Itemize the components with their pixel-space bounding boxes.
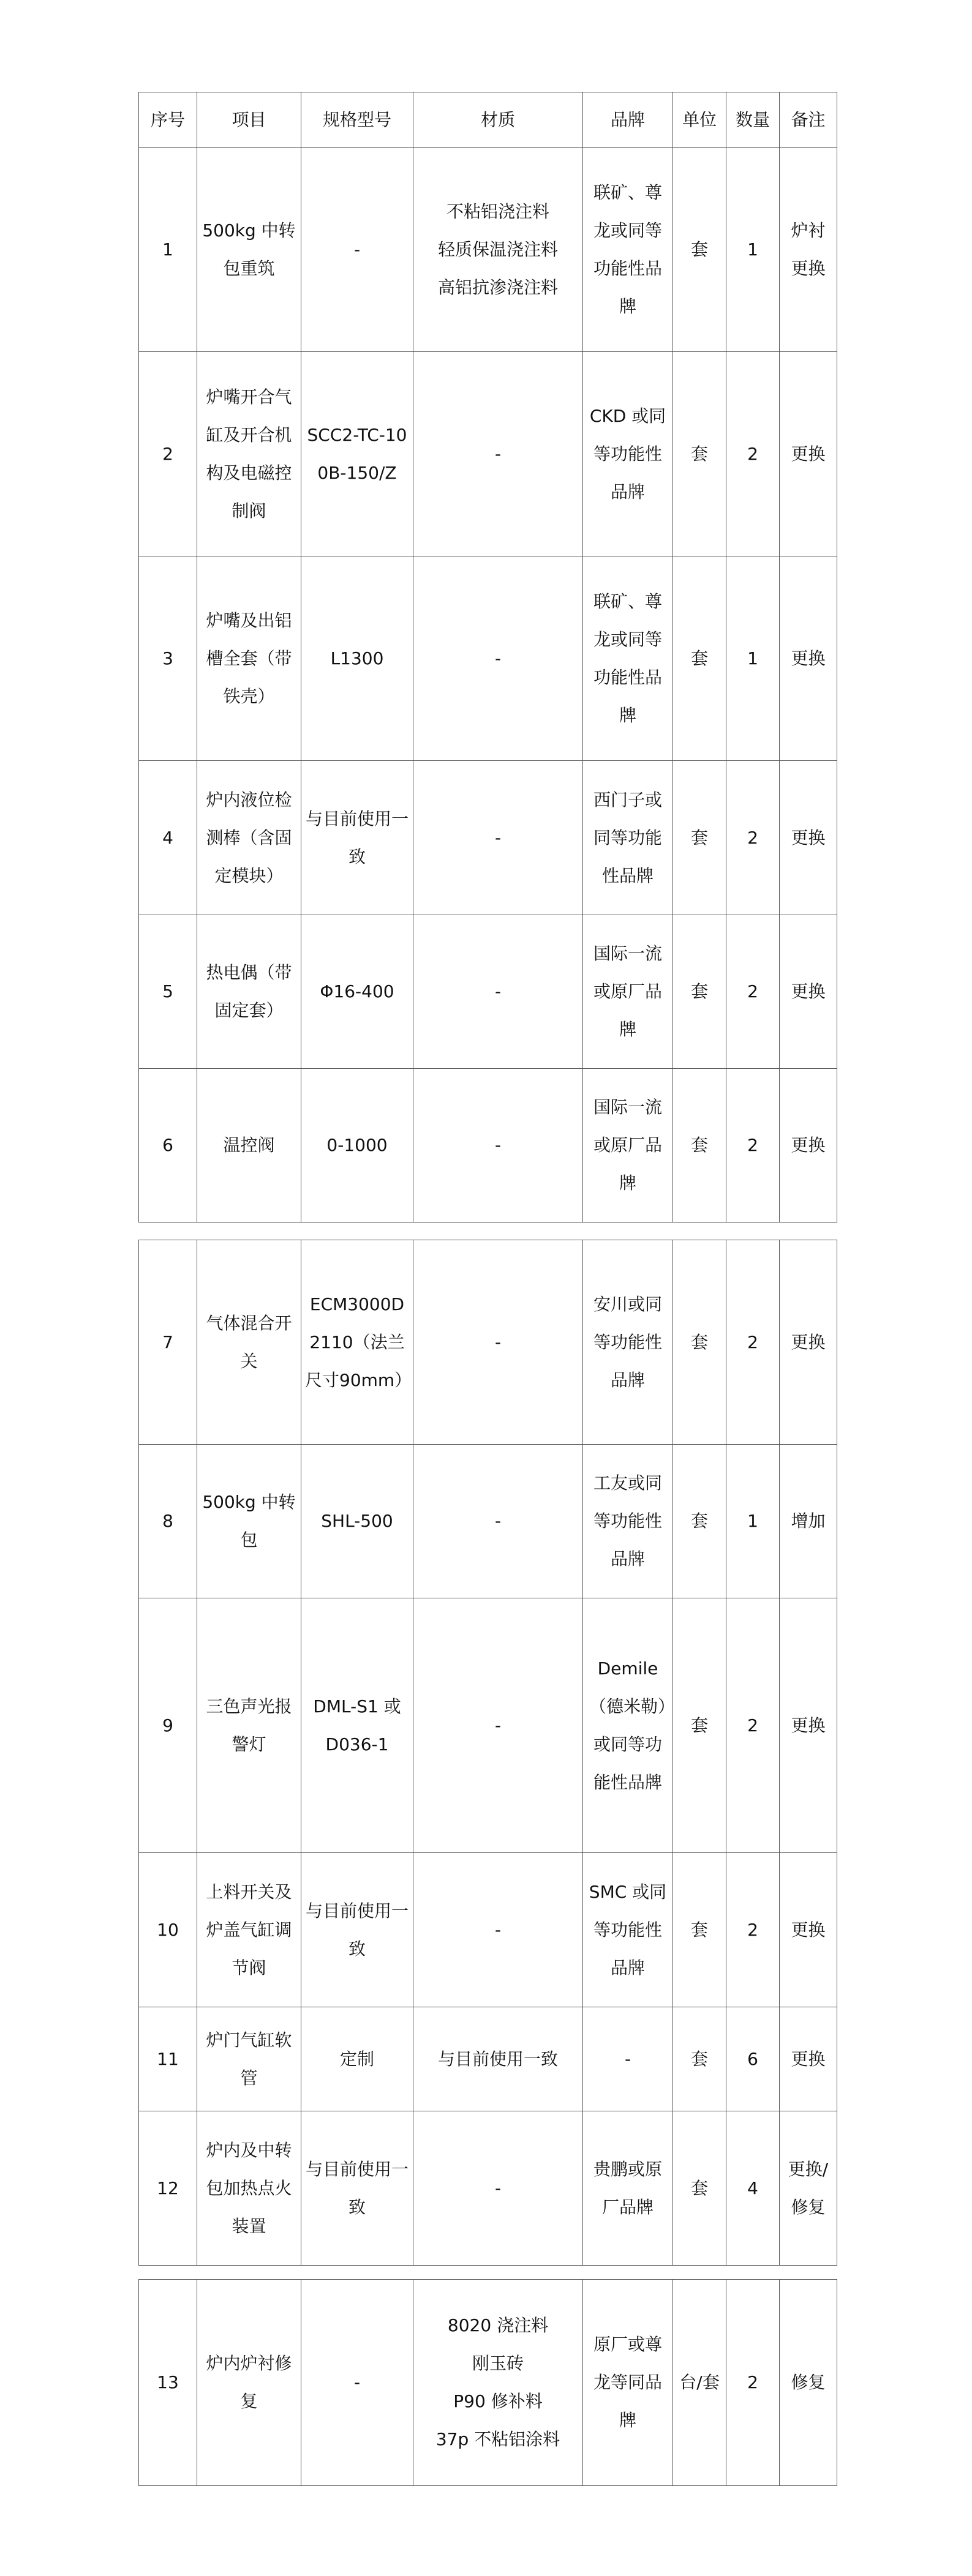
cell-item: 气体混合开关 — [197, 1240, 301, 1445]
cell-qty: 4 — [726, 2111, 780, 2266]
cell-item: 热电偶（带固定套） — [197, 915, 301, 1069]
cell-qty: 1 — [726, 148, 780, 352]
cell-qty: 6 — [726, 2007, 780, 2111]
cell-note: 修复 — [780, 2280, 837, 2486]
cell-item: 炉嘴开合气缸及开合机构及电磁控制阀 — [197, 352, 301, 556]
cell-no: 2 — [139, 352, 197, 556]
cell-no: 5 — [139, 915, 197, 1069]
cell-no: 8 — [139, 1445, 197, 1598]
cell-qty: 2 — [726, 915, 780, 1069]
table-row — [139, 2280, 837, 2486]
cell-qty: 1 — [726, 1445, 780, 1598]
cell-brand: 西门子或同等功能性品牌 — [583, 761, 673, 915]
cell-no: 6 — [139, 1069, 197, 1222]
cell-no: 3 — [139, 556, 197, 761]
cell-no: 7 — [139, 1240, 197, 1445]
table-row — [139, 148, 837, 352]
cell-spec: ECM3000D2110（法兰尺寸90mm） — [301, 1240, 413, 1445]
cell-material: - — [413, 1598, 583, 1853]
cell-item: 500kg 中转包重筑 — [197, 148, 301, 352]
table-row — [139, 761, 837, 915]
cell-spec: SCC2-TC-100B-150/Z — [301, 352, 413, 556]
table-row — [139, 1069, 837, 1222]
cell-item: 炉嘴及出铝槽全套（带铁壳） — [197, 556, 301, 761]
cell-material: 8020 浇注料 刚玉砖 P90 修补料 37p 不粘铝涂料 — [413, 2280, 583, 2486]
cell-note: 更换/修复 — [780, 2111, 837, 2266]
cell-item: 温控阀 — [197, 1069, 301, 1222]
cell-note: 更换 — [780, 1069, 837, 1222]
parts-table-page-1 — [138, 92, 837, 1222]
table-row — [139, 2007, 837, 2111]
cell-material: - — [413, 1069, 583, 1222]
cell-qty: 2 — [726, 1240, 780, 1445]
cell-unit: 套 — [673, 352, 726, 556]
cell-spec: 与目前使用一致 — [301, 2111, 413, 2266]
cell-item: 炉门气缸软管 — [197, 2007, 301, 2111]
header-row — [139, 92, 837, 148]
cell-qty: 1 — [726, 556, 780, 761]
cell-unit: 套 — [673, 1445, 726, 1598]
cell-spec: - — [301, 148, 413, 352]
cell-item: 上料开关及炉盖气缸调节阀 — [197, 1853, 301, 2007]
cell-unit: 套 — [673, 761, 726, 915]
cell-brand: 国际一流或原厂品牌 — [583, 1069, 673, 1222]
header-cell: 规格型号 — [301, 92, 413, 148]
cell-item: 炉内液位检测棒（含固定模块） — [197, 761, 301, 915]
cell-material: - — [413, 556, 583, 761]
cell-brand: 安川或同等功能性品牌 — [583, 1240, 673, 1445]
table-row — [139, 2111, 837, 2266]
cell-item: 三色声光报警灯 — [197, 1598, 301, 1853]
cell-material: 与目前使用一致 — [413, 2007, 583, 2111]
cell-note: 更换 — [780, 1853, 837, 2007]
cell-unit: 套 — [673, 1069, 726, 1222]
cell-material: - — [413, 1240, 583, 1445]
header-cell: 材质 — [413, 92, 583, 148]
cell-spec: SHL-500 — [301, 1445, 413, 1598]
table-row — [139, 915, 837, 1069]
cell-unit: 套 — [673, 2007, 726, 2111]
cell-brand: 原厂或尊龙等同品牌 — [583, 2280, 673, 2486]
cell-material: - — [413, 2111, 583, 2266]
cell-note: 更换 — [780, 761, 837, 915]
cell-spec: 与目前使用一致 — [301, 761, 413, 915]
cell-unit: 套 — [673, 2111, 726, 2266]
cell-no: 11 — [139, 2007, 197, 2111]
table-row — [139, 556, 837, 761]
cell-item: 炉内及中转包加热点火装置 — [197, 2111, 301, 2266]
header-cell: 品牌 — [583, 92, 673, 148]
cell-brand: 贵鹏或原厂品牌 — [583, 2111, 673, 2266]
cell-qty: 2 — [726, 761, 780, 915]
cell-unit: 套 — [673, 1853, 726, 2007]
cell-no: 13 — [139, 2280, 197, 2486]
cell-note: 更换 — [780, 556, 837, 761]
cell-spec: Φ16-400 — [301, 915, 413, 1069]
parts-table-page-3 — [138, 2279, 837, 2486]
cell-material: 不粘铝浇注料 轻质保温浇注料 高铝抗渗浇注料 — [413, 148, 583, 352]
parts-table-page-2 — [138, 1240, 837, 2266]
cell-brand: CKD 或同等功能性品牌 — [583, 352, 673, 556]
cell-no: 9 — [139, 1598, 197, 1853]
cell-spec: 定制 — [301, 2007, 413, 2111]
cell-qty: 2 — [726, 2280, 780, 2486]
table-row — [139, 1240, 837, 1445]
cell-note: 更换 — [780, 1240, 837, 1445]
cell-unit: 套 — [673, 915, 726, 1069]
cell-material: - — [413, 915, 583, 1069]
cell-qty: 2 — [726, 1598, 780, 1853]
table-row — [139, 1445, 837, 1598]
cell-unit: 台/套 — [673, 2280, 726, 2486]
cell-note: 更换 — [780, 1598, 837, 1853]
cell-unit: 套 — [673, 148, 726, 352]
cell-material: - — [413, 1853, 583, 2007]
cell-material: - — [413, 761, 583, 915]
cell-item: 炉内炉衬修复 — [197, 2280, 301, 2486]
cell-unit: 套 — [673, 1598, 726, 1853]
cell-spec: DML-S1 或 D036-1 — [301, 1598, 413, 1853]
cell-brand: - — [583, 2007, 673, 2111]
cell-note: 更换 — [780, 915, 837, 1069]
cell-unit: 套 — [673, 1240, 726, 1445]
cell-no: 1 — [139, 148, 197, 352]
cell-brand: 工友或同等功能性品牌 — [583, 1445, 673, 1598]
cell-brand: Demile（德米勒）或同等功能性品牌 — [583, 1598, 673, 1853]
cell-brand: 联矿、尊龙或同等功能性品牌 — [583, 148, 673, 352]
cell-brand: 联矿、尊龙或同等功能性品牌 — [583, 556, 673, 761]
cell-note: 增加 — [780, 1445, 837, 1598]
cell-note: 炉衬更换 — [780, 148, 837, 352]
cell-brand: SMC 或同等功能性品牌 — [583, 1853, 673, 2007]
header-cell: 序号 — [139, 92, 197, 148]
table-row — [139, 1598, 837, 1853]
header-cell: 数量 — [726, 92, 780, 148]
cell-note: 更换 — [780, 2007, 837, 2111]
cell-spec: L1300 — [301, 556, 413, 761]
cell-no: 10 — [139, 1853, 197, 2007]
cell-material: - — [413, 1445, 583, 1598]
cell-note: 更换 — [780, 352, 837, 556]
table-row — [139, 1853, 837, 2007]
cell-material: - — [413, 352, 583, 556]
cell-unit: 套 — [673, 556, 726, 761]
cell-no: 12 — [139, 2111, 197, 2266]
cell-spec: 与目前使用一致 — [301, 1853, 413, 2007]
cell-qty: 2 — [726, 352, 780, 556]
header-cell: 备注 — [780, 92, 837, 148]
cell-qty: 2 — [726, 1853, 780, 2007]
table-row — [139, 352, 837, 556]
cell-item: 500kg 中转包 — [197, 1445, 301, 1598]
cell-qty: 2 — [726, 1069, 780, 1222]
header-cell: 单位 — [673, 92, 726, 148]
cell-spec: - — [301, 2280, 413, 2486]
header-cell: 项目 — [197, 92, 301, 148]
cell-spec: 0-1000 — [301, 1069, 413, 1222]
cell-no: 4 — [139, 761, 197, 915]
cell-brand: 国际一流或原厂品牌 — [583, 915, 673, 1069]
